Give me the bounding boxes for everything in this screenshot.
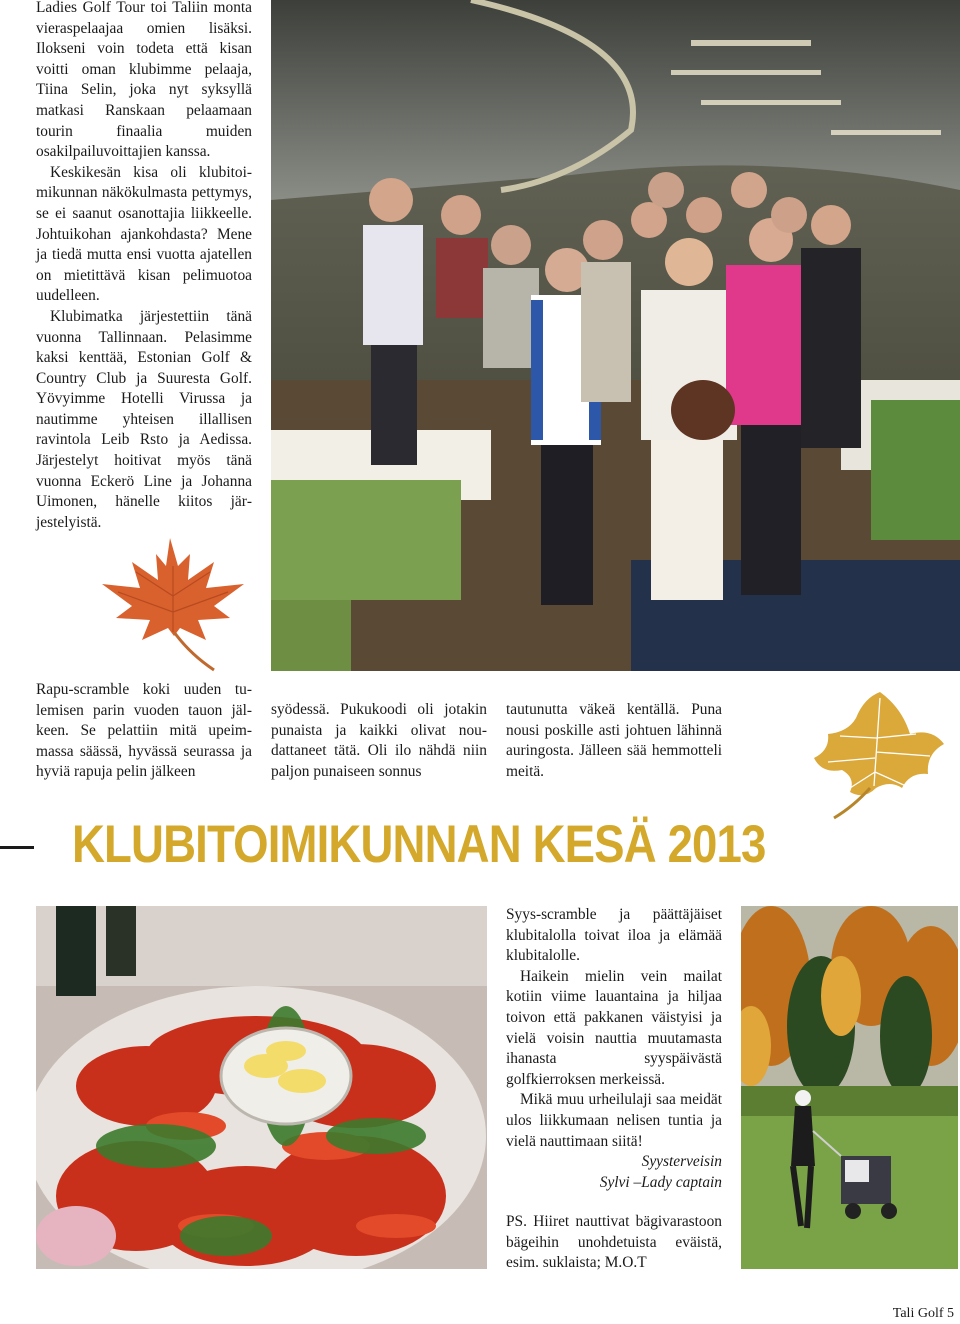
paragraph-postscript: PS. Hiiret nauttivat bägivarastoon bägeihin unohdetuista eväistä, esim. suklaista; M.O.T [506,1213,722,1272]
headline-rule [0,846,34,849]
paragraph-club-trip: Klubimatka järjestettiin tänä vuonna Tallinnaan. Pelasimme kaksi kenttää, Estonian Golf & Country Club ja Suuresta Golf. Yövyimme Hotelli Virussa ja nautimme yhteisen illallisen ravintola Leib Rsto ja Aedissa. Järjestelyt hoitivat myös tänä vuonna Eckerö Line ja Johanna Uimonen, hänelle kiitos järjestelyistä. [36,307,252,531]
page-footer: Tali Golf 5 [892,1306,954,1321]
paragraph-clubs-home: Haikein mielin vein mailat kotiin viime lauantaina ja hiljaa toivon että pakkanen väistyisi ja vielä voisin nauttia muutamasta ihanasta syyspäivästä golfkierroksen merkeissä. [506,967,722,1088]
group-photo [271,0,960,671]
golden-leaf-icon [798,688,948,820]
article-column-right [506,905,722,1193]
maple-leaf-icon [98,536,248,674]
paragraph-other-sport: Mikä muu urheilulaji saa meidät ulos liikkumaan nelisen tuntia ja vielä nauttimaan siitä! [506,1091,722,1150]
paragraph-dress-code: syödessä. Pukukoodi oli jotakin punaista ja kaikki olivat noudattaneet tätä. Oli ilo nähdä niin paljon punaiseen sonnus [271,701,487,780]
signature-name: Sylvi –Lady captain [599,1173,722,1191]
paragraph-crayfish-scramble: Rapu-scramble koki uuden tulemisen parin vuoden tauon jälkeen. Se pelattiin mitä upeimmassa säässä, hyvässä seurassa ja hyviä rapuja pelin jälkeen [36,681,252,781]
paragraph-ladies-tour: Ladies Golf Tour toi Taliin monta vieraspelaajaa omien lisäksi. Ilokseni voin todeta että kisan voitti oman klubimme pelaaja, Tiina Selin, joka nyt syksyllä matkasi Ranskaan pelaamaan tourin finaalia muiden osakilpailuvoittajien kanssa. [36,0,252,161]
article-column-1 [36,0,252,533]
intro-column-1 [36,680,252,783]
intro-column-2 [271,700,487,782]
signature-greeting: Syysterveisin [641,1153,722,1171]
paragraph-autumn-scramble: Syys-scramble ja päättäjäiset klubitalolla toivat iloa ja elämää klubitalolle. [506,906,722,965]
postscript-column [506,1212,722,1274]
paragraph-midsummer: Keskikesän kisa oli klubitoimikunnan näkökulmasta pettymys, se ei saanut osanottajia liikkeelle. Johtuikohan ajankohdasta? Mene ja tiedä mutta ensi vuotta ajatellen on mietittävä kisan pelimuotoa uudelleen. [36,163,252,305]
page-headline: KLUBITOIMIKUNNAN KESÄ 2013 [72,815,766,874]
crayfish-photo [36,906,487,1269]
golfer-photo [741,906,958,1269]
intro-column-3 [506,700,722,782]
paragraph-sunny-weather: tautunutta väkeä kentällä. Puna nousi poskille asti johtuen lähinnä auringosta. Jälleen sää hemmotteli meitä. [506,701,722,780]
